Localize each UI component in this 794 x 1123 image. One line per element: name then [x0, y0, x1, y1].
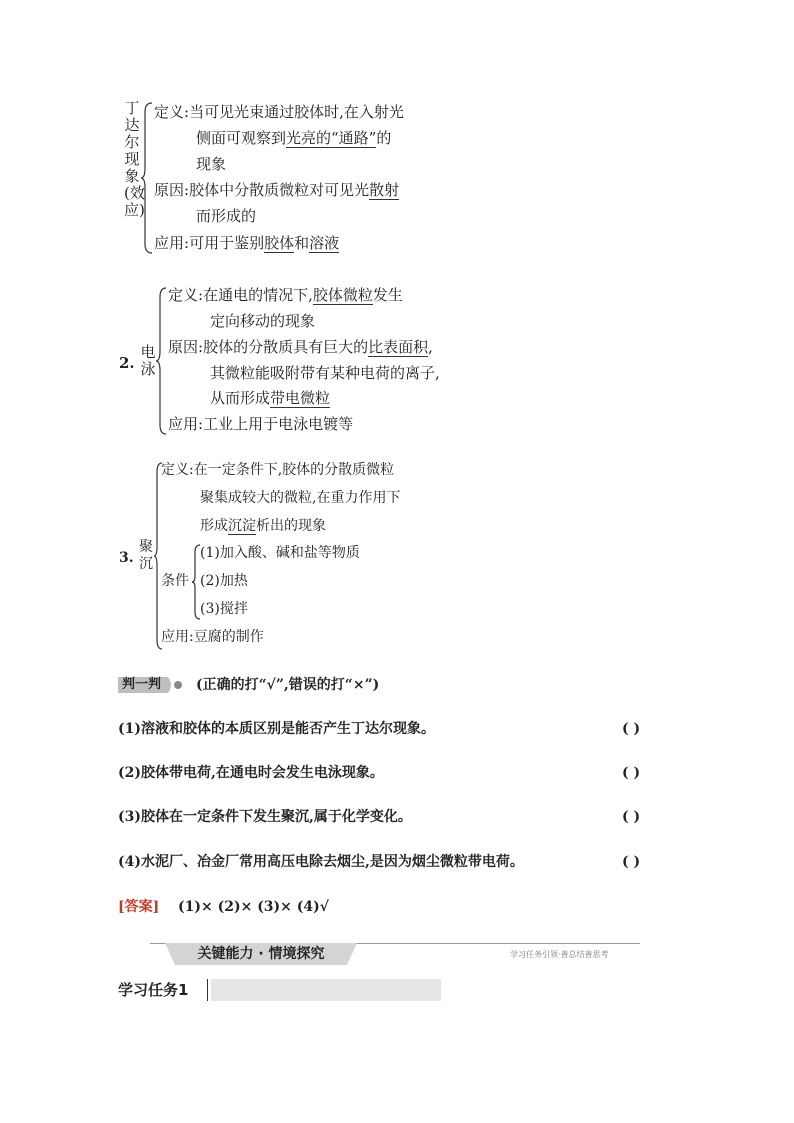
banner-title: 关键能力 · 情境探究 — [197, 946, 325, 962]
task-divider — [207, 979, 208, 1001]
coagulation-cond-label: 条件 — [161, 573, 189, 589]
banner-note: 学习任务引领·善总结善思考 — [510, 950, 609, 959]
electrophoresis-brace — [155, 287, 167, 435]
coagulation-def-line2: 聚集成较大的微粒,在重力作用下 — [200, 490, 401, 506]
task-title: 学习任务1 — [118, 981, 189, 999]
judge-item-3: (3)胶体在一定条件下发生聚沉,属于化学变化。 — [118, 809, 412, 825]
tyndall-cause: 原因:胶体中分散质微粒对可见光散射 — [154, 181, 400, 199]
tyndall-def-line3: 现象 — [196, 155, 227, 173]
underline-term: 带电微粒 — [270, 389, 331, 407]
tyndall-cause-line2: 而形成的 — [196, 207, 257, 225]
coagulation-cond-1: (1)加入酸、碱和盐等物质 — [200, 545, 360, 561]
judge-paren-2: ( ) — [622, 765, 641, 781]
judge-item-4: (4)水泥厂、冶金厂常用高压电除去烟尘,是因为烟尘微粒带电荷。 — [118, 854, 524, 870]
tyndall-def-line2: 侧面可观察到光亮的“通路”的 — [196, 129, 392, 147]
judge-paren-4: ( ) — [622, 854, 641, 870]
judge-tag-label: 判一判 — [122, 677, 162, 692]
electrophoresis-cause-line3: 从而形成带电微粒 — [210, 389, 331, 407]
underline-term: 胶体微粒 — [312, 286, 373, 304]
coagulation-cond-2: (2)加热 — [200, 573, 248, 589]
judge-paren-1: ( ) — [622, 721, 641, 737]
electrophoresis-title: 电泳 — [140, 343, 156, 378]
underline-term: 比表面积 — [368, 338, 429, 356]
judge-item-2: (2)胶体带电荷,在通电时会发生电泳现象。 — [118, 765, 384, 781]
judge-item-1: (1)溶液和胶体的本质区别是能否产生丁达尔现象。 — [118, 721, 435, 737]
tyndall-def: 定义:当可见光束通过胶体时,在入射光 — [154, 103, 404, 121]
tyndall-use: 应用:可用于鉴别胶体和溶液 — [154, 234, 340, 252]
electrophoresis-cause-line2: 其微粒能吸附带有某种电荷的离子, — [210, 364, 440, 382]
electrophoresis-number: 2. — [119, 354, 135, 372]
electrophoresis-def: 定义:在通电的情况下,胶体微粒发生 — [168, 286, 403, 304]
underline-term: 溶液 — [309, 234, 340, 252]
underline-term: 沉淀 — [228, 518, 256, 534]
banner — [165, 943, 357, 965]
underline-term: 散射 — [369, 181, 400, 199]
task-bar — [211, 979, 441, 1001]
coagulation-cond-3: (3)搅拌 — [200, 601, 248, 617]
electrophoresis-cause: 原因:胶体的分散质具有巨大的比表面积, — [168, 338, 433, 356]
electrophoresis-def-line2: 定向移动的现象 — [210, 312, 316, 330]
electrophoresis-use: 应用:工业上用于电泳电镀等 — [168, 415, 354, 433]
coagulation-number: 3. — [119, 550, 134, 566]
coagulation-def-line3: 形成沉淀析出的现象 — [200, 518, 326, 534]
judge-paren-3: ( ) — [622, 809, 641, 825]
judge-instruction: (正确的打“√”,错误的打“×”) — [196, 677, 380, 693]
coagulation-def: 定义:在一定条件下,胶体的分散质微粒 — [161, 462, 395, 478]
coagulation-title: 聚沉 — [139, 539, 153, 572]
underline-term: 光亮的“通路” — [286, 129, 377, 147]
coagulation-use: 应用:豆腐的制作 — [161, 629, 264, 645]
coagulation-brace — [153, 462, 163, 650]
judge-tag — [118, 675, 182, 695]
answer-label: [答案] — [118, 899, 160, 915]
underline-term: 胶体 — [264, 234, 295, 252]
answer-values: (1)× (2)× (3)× (4)√ — [178, 899, 329, 915]
tyndall-brace — [140, 102, 154, 254]
tyndall-title: 丁达尔现象(效应) — [124, 99, 145, 219]
